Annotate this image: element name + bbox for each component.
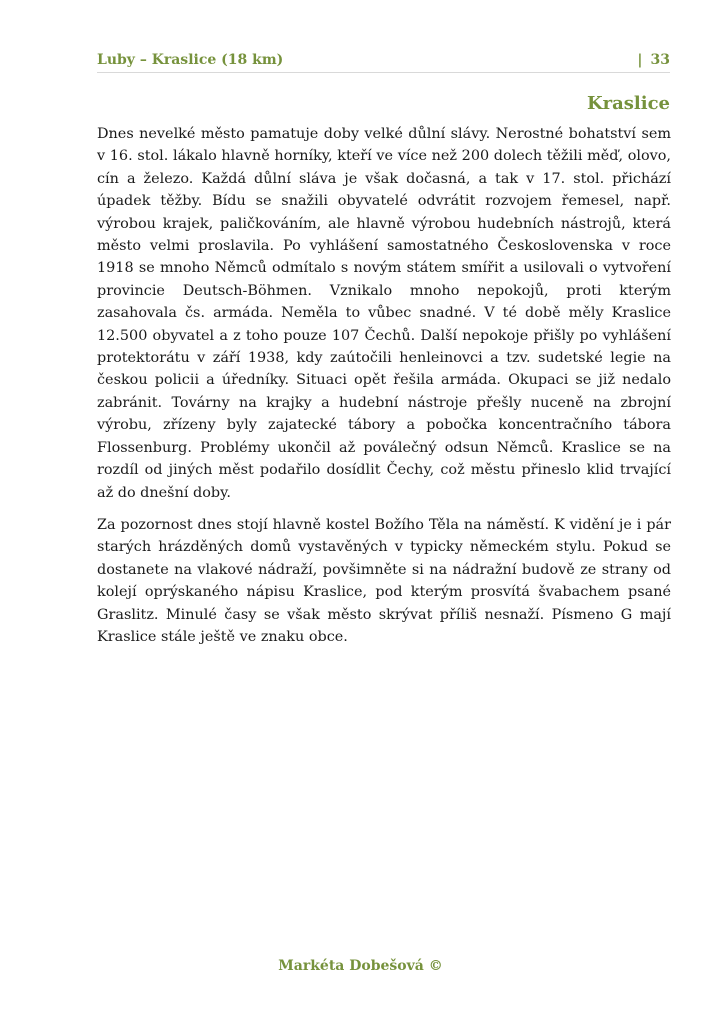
page-number-block (637, 52, 670, 68)
section-title: Kraslice (586, 93, 670, 114)
body-text (97, 123, 671, 658)
page-footer-author: Markéta Dobešová © (278, 958, 443, 974)
running-title: Luby – Kraslice (18 km) (97, 52, 284, 68)
header-separator: | (637, 52, 643, 68)
paragraph: Za pozornost dnes stojí hlavně kostel Božího Těla na náměstí. K vidění je i pár starých hrázděných domů vystavěných v typicky německém stylu. Pokud se dostanete na vlakové nádraží, povšimněte si na nádražní budově ze strany od kolejí oprýskaného nápisu Kraslice, pod kterým prosvítá švabachem psané Graslitz. Minulé časy se však město skrývat příliš nesnaží. Písmeno G mají Kraslice stále ještě ve znaku obce. (97, 516, 671, 645)
page-number: 33 (650, 52, 670, 68)
page-header (97, 50, 670, 73)
paragraph: Dnes nevelké město pamatuje doby velké důlní slávy. Nerostné bohatství sem v 16. stol. lákalo hlavně horníky, kteří ve více než 200 dolech těžili měď, olovo, cín a železo. Každá důlní sláva je však dočasná, a tak v 17. stol. přichází úpadek těžby. Bídu se snažili obyvatelé odvrátit rozvojem řemesel, např. výrobou krajek, paličkováním, ale hlavně výrobou hudebních nástrojů, která město velmi proslavila. Po vyhlášení samostatného Československa v roce 1918 se mnoho Němců odmítalo s novým státem smířit a usilovali o vytvoření provincie Deutsch-Böhmen. Vznikalo mnoho nepokojů, proti kterým zasahovala čs. armáda. Neměla to vůbec snadné. V té době měly Kraslice 12.500 obyvatel a z toho pouze 107 Čechů. Další nepokoje přišly po vyhlášení protektorátu v září 1938, kdy zaútočili henleinovci a tzv. sudetské legie na českou policii a úředníky. Situaci opět řešila armáda. Okupaci se již nedalo zabránit. Továrny na krajky a hudební nástroje přešly nuceně na zbrojní výrobu, zřízeny byly zajatecké tábory a pobočka koncentračního tábora Flossenburg. Problémy ukončil až poválečný odsun Němců. Kraslice se na rozdíl od jiných měst podařilo dosídlit Čechy, což městu přineslo klid trvající až do dnešní doby. (97, 126, 671, 501)
